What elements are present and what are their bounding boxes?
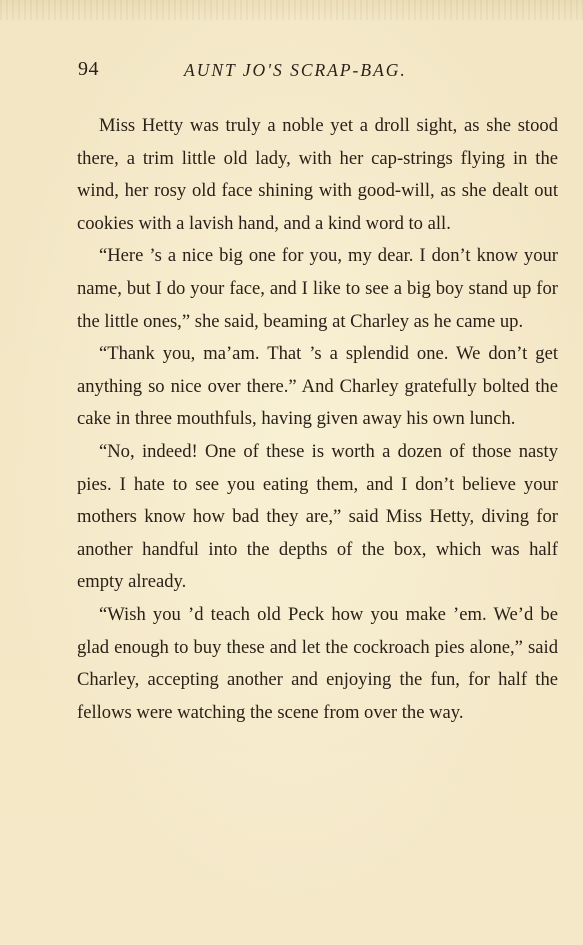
paragraph: “Here ’s a nice big one for you, my dear. I don’t know your name, but I do your face, and I like to see a big boy stand up for the little ones,” she said, beaming at Charley as he came up. bbox=[77, 245, 558, 332]
running-title: AUNT JO'S SCRAP-BAG. bbox=[184, 60, 407, 80]
page-header bbox=[78, 58, 558, 88]
paragraph: “Wish you ’d teach old Peck how you make ’em. We’d be glad enough to buy these and let the cockroach pies alone,” said Charley, accepting another and enjoying the fun, for half the fellows were watching the scene from over the way. bbox=[77, 603, 558, 723]
paragraph: Miss Hetty was truly a noble yet a droll sight, as she stood there, a trim little old lady, with her cap-strings flying in the wind, her rosy old face shining with good-will, as she dealt out cookies with a lavish hand, and a kind word to all. bbox=[77, 115, 558, 234]
paragraph: “Thank you, ma’am. That ’s a splendid one. We don’t get anything so nice over there.” And Charley gratefully bolted the cake in three mouthfuls, having given away his own lunch. bbox=[77, 343, 558, 430]
paragraph: “No, indeed! One of these is worth a dozen of those nasty pies. I hate to see you eating them, and I don’t believe your mothers know how bad they are,” said Miss Hetty, diving for another handful into the depths of the box, which was half empty already. bbox=[77, 440, 558, 593]
page-edge-texture bbox=[0, 0, 583, 20]
body-text bbox=[77, 110, 558, 729]
page-number: 94 bbox=[78, 58, 99, 80]
